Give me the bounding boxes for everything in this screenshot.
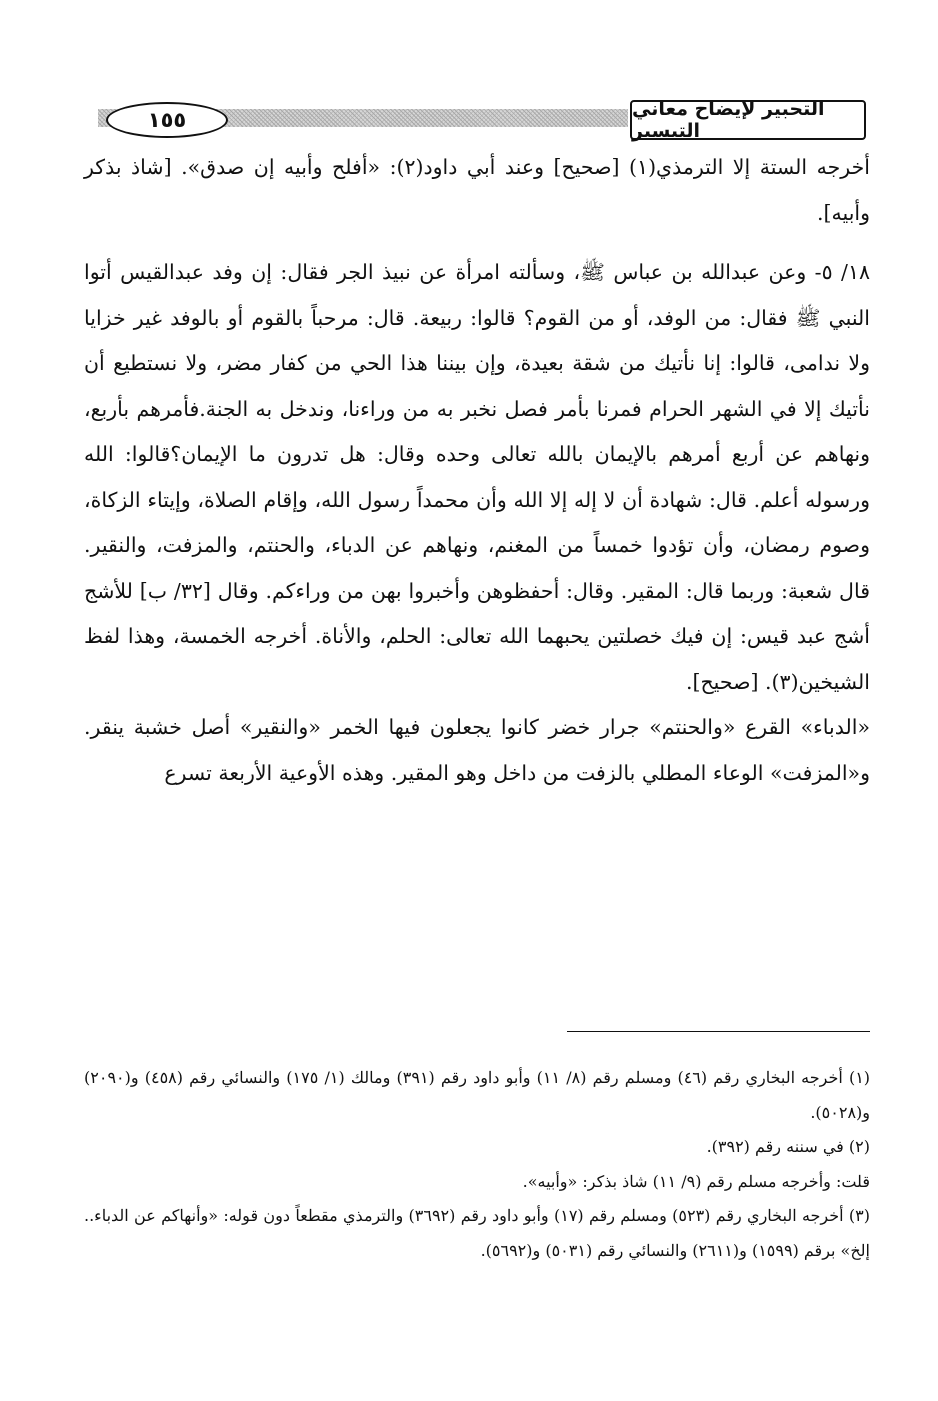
paragraph-1: أخرجه الستة إلا الترمذي(١) [صحيح] وعند أبي داود(٢): «أفلح وأبيه إن صدق». [شاذ بذكر وأبيه]. — [84, 155, 870, 225]
main-text — [84, 145, 870, 796]
page-header — [98, 100, 866, 142]
footnote-3: (٣) أخرجه البخاري رقم (٥٢٣) ومسلم رقم (١٧) وأبو داود رقم (٣٦٩٢) والترمذي مقطعاً دون قوله: «وأنهاكم عن الدباء.. إلخ» برقم (١٥٩٩) و(٢٦١١) والنسائي رقم (٥٠٣١) و(٥٦٩٢). — [84, 1206, 870, 1260]
page-number: ١٥٥ — [106, 102, 228, 138]
footnote-2: (٢) في سننه رقم (٣٩٢). — [706, 1137, 870, 1156]
footnote-separator — [567, 1031, 870, 1032]
footnote-2-note: قلت: وأخرجه مسلم رقم (٩/ ١١) شاذ بذكر: «وأبيه». — [522, 1171, 870, 1191]
paragraph-hadith-18: ١٨/ ٥- وعن عبدالله بن عباس ﷺ، وسألته امرأة عن نبيذ الجر فقال: إن وفد عبدالقيس أتوا النبي ﷺ فقال: من الوفد، أو من القوم؟ قالوا: ربيعة. قال: مرحباً بالقوم أو بالوفد غير خزايا ولا ندامى، قالوا: إنا نأتيك من شقة بعيدة، وإن بيننا هذا الحي من كفار مضر، ولا نستطيع أن نأتيك إلا في الشهر الحرام فمرنا بأمر فصل نخبر به من وراءنا، وندخل به الجنة.فأمرهم بأربع، ونهاهم عن أربع أمرهم بالإيمان بالله تعالى وحده وقال: هل تدرون ما الإيمان؟قالوا: الله ورسوله أعلم. قال: شهادة أن لا إله إلا الله وأن محمداً رسول الله، وإقام الصلاة، وإيتاء الزكاة، وصوم رمضان، وأن تؤدوا خمساً من المغنم، ونهاهم عن الدباء، والحنتم، والمزفت، والنقير. قال شعبة: وربما قال: المقير. وقال: أحفظوهن وأخبروا بهن من وراءكم. وقال [٣٢/ ب] للأشج أشج عبد قيس: إن فيك خصلتين يحبهما الله تعالى: الحلم، والأناة. أخرجه الخمسة، وهذا لفظ الشيخين(٣). [صحيح]. — [84, 260, 870, 694]
paragraph-explanation: «الدباء» القرع «والحنتم» جرار خضر كانوا يجعلون فيها الخمر «والنقير» أصل خشبة ينقر. و«المزفت» الوعاء المطلي بالزفت من داخل وهو المقير. وهذه الأوعية الأربعة تسرع — [84, 715, 870, 785]
footnote-1: (١) أخرجه البخاري رقم (٤٦) ومسلم رقم (٨/ ١١) وأبو داود رقم (٣٩١) ومالك (١/ ١٧٥) والنسائي رقم (٤٥٨) و(٢٠٩٠) و(٥٠٢٨). — [84, 1068, 871, 1122]
footnotes — [84, 1061, 870, 1268]
book-title: التحبير لإيضاح معاني التيسير — [630, 100, 866, 140]
